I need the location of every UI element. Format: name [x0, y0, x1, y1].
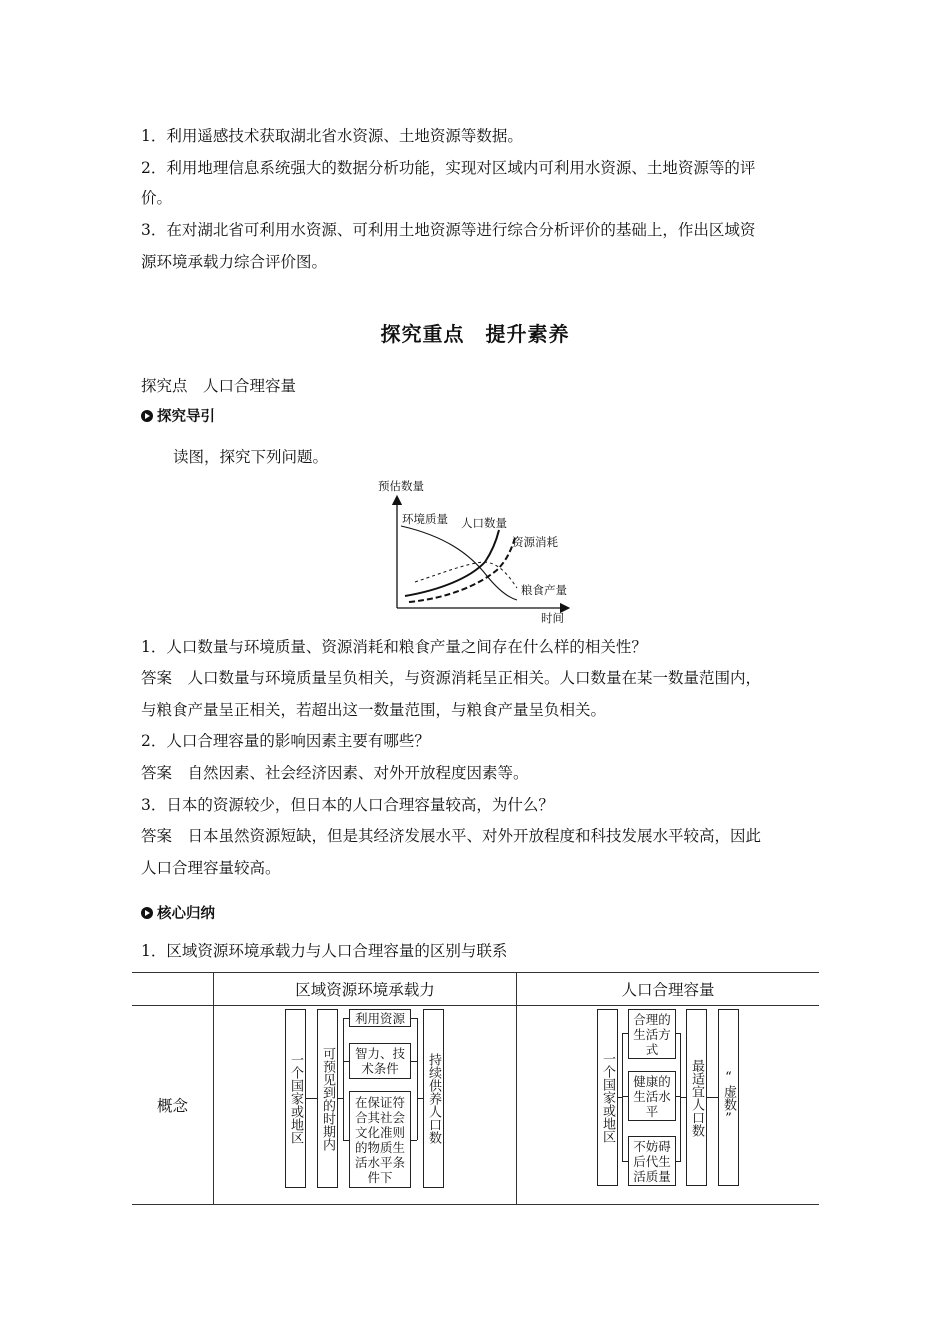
- connector: [306, 1098, 317, 1099]
- explore-point-title: 探究点 人口合理容量: [141, 377, 297, 395]
- series-label-population: 人口数量: [461, 516, 507, 530]
- connector: [343, 1018, 349, 1019]
- answer-3-line-2: 人口合理容量较高。: [141, 859, 281, 877]
- question-2: 2．人口合理容量的影响因素主要有哪些？: [141, 732, 430, 750]
- series-label-resource: 资源消耗: [512, 535, 558, 549]
- series-label-environment: 环境质量: [402, 512, 448, 526]
- series-label-grain: 粮食产量: [521, 583, 567, 597]
- core-heading: [141, 902, 215, 923]
- left-condition-resources: 利用资源: [349, 1009, 411, 1027]
- left-period-box: 可预见到的时期内: [317, 1009, 338, 1188]
- connector: [680, 1097, 686, 1098]
- right-condition-future: 不妨碍后代生活质量: [628, 1136, 676, 1186]
- connector: [411, 1140, 417, 1141]
- connector: [622, 1096, 628, 1097]
- row-label-concept: 概念: [132, 1006, 214, 1205]
- answer-1-line-1: 答案 人口数量与环境质量呈负相关，与资源消耗呈正相关。人口数量在某一数量范围内，: [141, 669, 762, 687]
- connector: [622, 1033, 623, 1162]
- answer-2: 答案 自然因素、社会经济因素、对外开放程度因素等。: [141, 764, 529, 782]
- answer-3-line-1: 答案 日本虽然资源短缺，但是其经济发展水平、对外开放程度和科技发展水平较高，因此: [141, 827, 762, 845]
- population-chart: [375, 474, 575, 624]
- right-condition-lifestyle: 合理的生活方式: [628, 1009, 676, 1059]
- question-3: 3．日本的资源较少，但日本的人口合理容量较高，为什么？: [141, 796, 554, 814]
- connector: [343, 1018, 344, 1140]
- series-line-population: [405, 530, 499, 596]
- play-circle-icon: [141, 410, 153, 422]
- series-line-environment: [401, 526, 517, 600]
- y-axis-label: 预估数量: [378, 479, 424, 493]
- left-condition-living-standard: 在保证符合其社会文化准则的物质生活水平条件下: [349, 1091, 411, 1188]
- right-nature-box: “虚数”: [718, 1009, 739, 1186]
- guide-label: 探究导引: [157, 409, 215, 425]
- intro-step-1: 1．利用遥感技术获取湖北省水资源、土地资源等数据。: [141, 127, 523, 145]
- guide-heading: [141, 405, 215, 426]
- answer-1-line-2: 与粮食产量呈正相关，若超出这一数量范围，与粮食产量呈负相关。: [141, 701, 607, 719]
- intro-step-3: 3．在对湖北省可利用水资源、可利用土地资源等进行综合分析评价的基础上，作出区域资: [141, 221, 756, 239]
- connector: [417, 1098, 423, 1099]
- right-subject-box: 一个国家或地区: [597, 1009, 618, 1186]
- intro-step-2: 2．利用地理信息系统强大的数据分析功能，实现对区域内可利用水资源、土地资源等的评: [141, 159, 756, 177]
- connector: [343, 1061, 349, 1062]
- read-prompt: 读图，探究下列问题。: [173, 448, 329, 466]
- left-subject-box: 一个国家或地区: [285, 1009, 306, 1188]
- comparison-table: [132, 972, 819, 1205]
- connector: [622, 1161, 628, 1162]
- connector: [707, 1097, 718, 1098]
- col-header-reasonable-capacity: 人口合理容量: [517, 973, 820, 1006]
- intro-step-3-cont: 源环境承载力综合评价图。: [141, 253, 328, 271]
- right-condition-health: 健康的生活水平: [628, 1071, 676, 1121]
- play-circle-icon: [141, 907, 153, 919]
- intro-step-2-cont: 价。: [141, 189, 173, 207]
- col-header-carrying-capacity: 区域资源环境承载力: [214, 973, 517, 1006]
- left-result-box: 持续供养人口数: [423, 1009, 444, 1188]
- section-title: 探究重点 提升素养: [380, 322, 570, 346]
- connector: [343, 1140, 349, 1141]
- right-result-box: 最适宜人口数: [686, 1009, 707, 1186]
- core-label: 核心归纳: [157, 906, 215, 922]
- x-axis-label: 时间: [541, 611, 564, 624]
- left-condition-technology: 智力、技术条件: [349, 1043, 411, 1079]
- table-corner-cell: [132, 973, 214, 1006]
- connector: [622, 1033, 628, 1034]
- connector: [417, 1018, 418, 1140]
- question-1: 1．人口数量与环境质量、资源消耗和粮食产量之间存在什么样的相关性？: [141, 638, 647, 656]
- table-intro: 1．区域资源环境承载力与人口合理容量的区别与联系: [141, 942, 508, 960]
